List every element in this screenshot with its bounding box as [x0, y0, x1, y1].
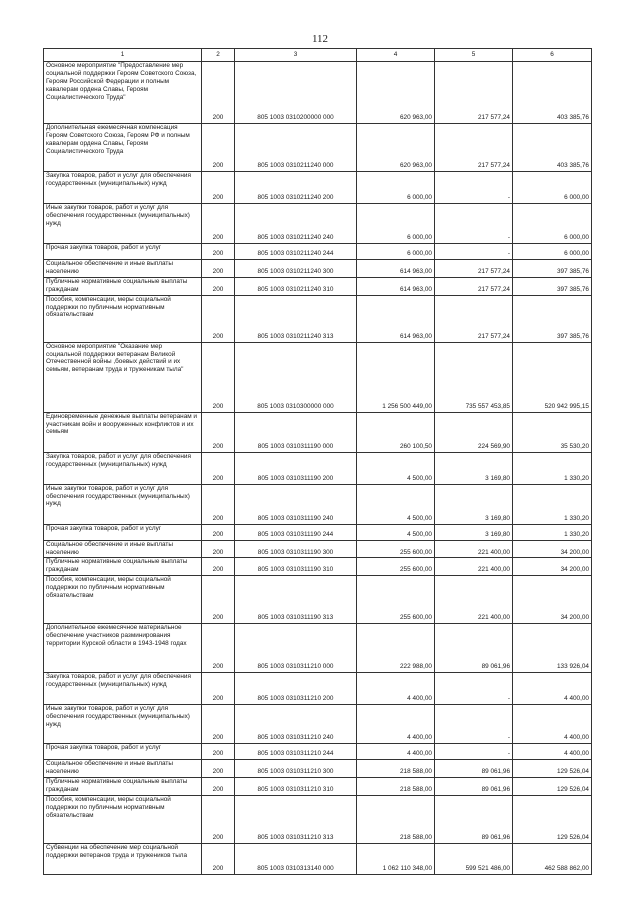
row-name-cell: Иные закупки товаров, работ и услуг для обеспечения государственных (муниципальных) нужд: [44, 705, 202, 744]
column-header: 1: [44, 49, 202, 62]
column-header: 3: [235, 49, 357, 62]
executed-amount-cell: 89 061,96: [435, 778, 513, 796]
budget-code-cell: 805 1003 0310211240 300: [235, 260, 357, 278]
budget-code-cell: 805 1003 0310311210 200: [235, 673, 357, 705]
row-name-cell: Социальное обеспечение и иные выплаты населению: [44, 760, 202, 778]
approved-amount-cell: 614 963,00: [357, 260, 435, 278]
budget-code-cell: 805 1003 0310311210 000: [235, 624, 357, 673]
budget-code-cell: 805 1003 0310211240 000: [235, 124, 357, 172]
budget-code-cell: 805 1003 0310311210 313: [235, 795, 357, 843]
page-number: 112: [311, 33, 329, 45]
table-row: [44, 260, 592, 278]
section-code-cell: 200: [202, 843, 235, 874]
row-name-cell: Публичные нормативные социальные выплаты гражданам: [44, 778, 202, 796]
approved-amount-cell: 255 600,00: [357, 540, 435, 558]
approved-amount-cell: 255 600,00: [357, 558, 435, 576]
row-name-cell: Дополнительное ежемесячное материальное обеспечение участников разминирования территории Курской области в 1943-1948 годах: [44, 624, 202, 673]
executed-amount-cell: 735 557 453,85: [435, 342, 513, 412]
executed-amount-cell: 217 577,24: [435, 277, 513, 295]
section-code-cell: 200: [202, 124, 235, 172]
section-code-cell: 200: [202, 62, 235, 124]
unexecuted-amount-cell: 4 400,00: [513, 673, 592, 705]
section-code-cell: 200: [202, 673, 235, 705]
section-code-cell: 200: [202, 277, 235, 295]
table-row: [44, 124, 592, 172]
unexecuted-amount-cell: 4 400,00: [513, 705, 592, 744]
budget-code-cell: 805 1003 0310311190 240: [235, 484, 357, 524]
executed-amount-cell: 217 577,24: [435, 124, 513, 172]
section-code-cell: 200: [202, 260, 235, 278]
executed-amount-cell: 224 569,90: [435, 412, 513, 452]
section-code-cell: 200: [202, 540, 235, 558]
row-name-cell: Иные закупки товаров, работ и услуг для обеспечения государственных (муниципальных) нужд: [44, 204, 202, 244]
row-name-cell: Пособия, компенсации, меры социальной поддержки по публичным нормативным обязательствам: [44, 576, 202, 624]
approved-amount-cell: 614 963,00: [357, 277, 435, 295]
section-code-cell: 200: [202, 484, 235, 524]
table-row: [44, 795, 592, 843]
row-name-cell: Прочая закупка товаров, работ и услуг: [44, 524, 202, 540]
row-name-cell: Закупка товаров, работ и услуг для обеспечения государственных (муниципальных) нужд: [44, 172, 202, 204]
row-name-cell: Основное мероприятие "Оказание мер социальной поддержки ветеранам Великой Отечественной войны ,боевых действий и их семьям, ветеранам труда и труженикам тыла": [44, 342, 202, 412]
budget-code-cell: 805 1003 0310311210 310: [235, 778, 357, 796]
unexecuted-amount-cell: 129 526,04: [513, 760, 592, 778]
unexecuted-amount-cell: 34 200,00: [513, 576, 592, 624]
table-row: [44, 412, 592, 452]
approved-amount-cell: 4 400,00: [357, 744, 435, 760]
row-name-cell: Иные закупки товаров, работ и услуг для обеспечения государственных (муниципальных) нужд: [44, 484, 202, 524]
approved-amount-cell: 255 600,00: [357, 576, 435, 624]
row-name-cell: Закупка товаров, работ и услуг для обеспечения государственных (муниципальных) нужд: [44, 673, 202, 705]
budget-code-cell: 805 1003 0310313140 000: [235, 843, 357, 874]
table-row: [44, 295, 592, 342]
executed-amount-cell: -: [435, 744, 513, 760]
budget-code-cell: 805 1003 0310311190 000: [235, 412, 357, 452]
approved-amount-cell: 218 588,00: [357, 795, 435, 843]
budget-code-cell: 805 1003 0310200000 000: [235, 62, 357, 124]
table-row: [44, 624, 592, 673]
section-code-cell: 200: [202, 576, 235, 624]
executed-amount-cell: 3 169,80: [435, 484, 513, 524]
row-name-cell: Единовременные денежные выплаты ветеранам и участникам войн и вооруженных конфликтов и их семьям: [44, 412, 202, 452]
row-name-cell: Пособия, компенсации, меры социальной поддержки по публичным нормативным обязательствам: [44, 795, 202, 843]
section-code-cell: 200: [202, 452, 235, 484]
section-code-cell: 200: [202, 760, 235, 778]
unexecuted-amount-cell: 1 330,20: [513, 484, 592, 524]
approved-amount-cell: 6 000,00: [357, 172, 435, 204]
unexecuted-amount-cell: 129 526,04: [513, 778, 592, 796]
approved-amount-cell: 4 500,00: [357, 484, 435, 524]
row-name-cell: Пособия, компенсации, меры социальной поддержки по публичным нормативным обязательствам: [44, 295, 202, 342]
table-row: [44, 540, 592, 558]
row-name-cell: Дополнительная ежемесячная компенсация Героям Советского Союза, Героям РФ и полным кавалерам ордена Славы, Героям Социалистического Труда: [44, 124, 202, 172]
table-row: [44, 558, 592, 576]
budget-table: [43, 48, 592, 875]
budget-code-cell: 805 1003 0310311210 240: [235, 705, 357, 744]
section-code-cell: 200: [202, 624, 235, 673]
table-row: [44, 452, 592, 484]
approved-amount-cell: 218 588,00: [357, 778, 435, 796]
executed-amount-cell: 221 400,00: [435, 540, 513, 558]
budget-code-cell: 805 1003 0310300000 000: [235, 342, 357, 412]
approved-amount-cell: 1 256 500 449,00: [357, 342, 435, 412]
approved-amount-cell: 4 500,00: [357, 452, 435, 484]
unexecuted-amount-cell: 403 385,76: [513, 124, 592, 172]
executed-amount-cell: 3 169,80: [435, 452, 513, 484]
section-code-cell: 200: [202, 204, 235, 244]
section-code-cell: 200: [202, 778, 235, 796]
unexecuted-amount-cell: 6 000,00: [513, 244, 592, 260]
table-row: [44, 484, 592, 524]
table-row: [44, 172, 592, 204]
budget-code-cell: 805 1003 0310211240 313: [235, 295, 357, 342]
table-header-row: [44, 49, 592, 62]
approved-amount-cell: 222 988,00: [357, 624, 435, 673]
executed-amount-cell: -: [435, 204, 513, 244]
budget-code-cell: 805 1003 0310311190 200: [235, 452, 357, 484]
row-name-cell: Социальное обеспечение и иные выплаты населению: [44, 540, 202, 558]
executed-amount-cell: 217 577,24: [435, 62, 513, 124]
row-name-cell: Публичные нормативные социальные выплаты гражданам: [44, 277, 202, 295]
unexecuted-amount-cell: 397 385,76: [513, 277, 592, 295]
section-code-cell: 200: [202, 244, 235, 260]
unexecuted-amount-cell: 6 000,00: [513, 204, 592, 244]
row-name-cell: Прочая закупка товаров, работ и услуг: [44, 744, 202, 760]
table-row: [44, 760, 592, 778]
budget-code-cell: 805 1003 0310311190 310: [235, 558, 357, 576]
executed-amount-cell: 217 577,24: [435, 295, 513, 342]
table-row: [44, 62, 592, 124]
unexecuted-amount-cell: 397 385,76: [513, 295, 592, 342]
row-name-cell: Социальное обеспечение и иные выплаты населению: [44, 260, 202, 278]
executed-amount-cell: 89 061,96: [435, 760, 513, 778]
table-row: [44, 277, 592, 295]
approved-amount-cell: 4 500,00: [357, 524, 435, 540]
unexecuted-amount-cell: 403 385,76: [513, 62, 592, 124]
executed-amount-cell: -: [435, 673, 513, 705]
column-header: 2: [202, 49, 235, 62]
row-name-cell: Основное мероприятие "Предоставление мер социальной поддержки Героям Советского Союза, Героям Российской Федерации и полным кавалерам ордена Славы, Героям Социалистического Труда": [44, 62, 202, 124]
row-name-cell: Прочая закупка товаров, работ и услуг: [44, 244, 202, 260]
table-row: [44, 744, 592, 760]
table-row: [44, 673, 592, 705]
section-code-cell: 200: [202, 342, 235, 412]
executed-amount-cell: -: [435, 705, 513, 744]
executed-amount-cell: -: [435, 172, 513, 204]
section-code-cell: 200: [202, 295, 235, 342]
unexecuted-amount-cell: 35 530,20: [513, 412, 592, 452]
budget-code-cell: 805 1003 0310211240 200: [235, 172, 357, 204]
approved-amount-cell: 260 100,50: [357, 412, 435, 452]
section-code-cell: 200: [202, 524, 235, 540]
approved-amount-cell: 4 400,00: [357, 705, 435, 744]
unexecuted-amount-cell: 6 000,00: [513, 172, 592, 204]
budget-code-cell: 805 1003 0310211240 310: [235, 277, 357, 295]
column-header: 5: [435, 49, 513, 62]
table-row: [44, 843, 592, 874]
executed-amount-cell: 3 169,80: [435, 524, 513, 540]
executed-amount-cell: 89 061,96: [435, 795, 513, 843]
unexecuted-amount-cell: 34 200,00: [513, 540, 592, 558]
column-header: 4: [357, 49, 435, 62]
unexecuted-amount-cell: 129 526,04: [513, 795, 592, 843]
column-header: 6: [513, 49, 592, 62]
section-code-cell: 200: [202, 705, 235, 744]
executed-amount-cell: 221 400,00: [435, 576, 513, 624]
budget-code-cell: 805 1003 0310311210 244: [235, 744, 357, 760]
row-name-cell: Закупка товаров, работ и услуг для обеспечения государственных (муниципальных) нужд: [44, 452, 202, 484]
approved-amount-cell: 4 400,00: [357, 673, 435, 705]
budget-code-cell: 805 1003 0310311190 313: [235, 576, 357, 624]
budget-code-cell: 805 1003 0310311190 300: [235, 540, 357, 558]
unexecuted-amount-cell: 1 330,20: [513, 524, 592, 540]
section-code-cell: 200: [202, 795, 235, 843]
approved-amount-cell: 6 000,00: [357, 204, 435, 244]
approved-amount-cell: 218 588,00: [357, 760, 435, 778]
approved-amount-cell: 6 000,00: [357, 244, 435, 260]
row-name-cell: Субвенции на обеспечение мер социальной поддержки ветеранов труда и тружеников тыла: [44, 843, 202, 874]
table-row: [44, 244, 592, 260]
executed-amount-cell: 221 400,00: [435, 558, 513, 576]
approved-amount-cell: 614 963,00: [357, 295, 435, 342]
executed-amount-cell: 89 061,96: [435, 624, 513, 673]
table-row: [44, 342, 592, 412]
executed-amount-cell: 217 577,24: [435, 260, 513, 278]
unexecuted-amount-cell: 34 200,00: [513, 558, 592, 576]
table-row: [44, 204, 592, 244]
table-row: [44, 778, 592, 796]
table-row: [44, 576, 592, 624]
budget-code-cell: 805 1003 0310211240 240: [235, 204, 357, 244]
row-name-cell: Публичные нормативные социальные выплаты гражданам: [44, 558, 202, 576]
table-row: [44, 705, 592, 744]
unexecuted-amount-cell: 133 926,04: [513, 624, 592, 673]
section-code-cell: 200: [202, 412, 235, 452]
unexecuted-amount-cell: 4 400,00: [513, 744, 592, 760]
budget-code-cell: 805 1003 0310311210 300: [235, 760, 357, 778]
section-code-cell: 200: [202, 744, 235, 760]
section-code-cell: 200: [202, 172, 235, 204]
executed-amount-cell: 599 521 486,00: [435, 843, 513, 874]
approved-amount-cell: 620 963,00: [357, 124, 435, 172]
unexecuted-amount-cell: 462 588 862,00: [513, 843, 592, 874]
budget-code-cell: 805 1003 0310211240 244: [235, 244, 357, 260]
unexecuted-amount-cell: 397 385,76: [513, 260, 592, 278]
unexecuted-amount-cell: 520 942 995,15: [513, 342, 592, 412]
executed-amount-cell: -: [435, 244, 513, 260]
table-row: [44, 524, 592, 540]
approved-amount-cell: 1 062 110 348,00: [357, 843, 435, 874]
budget-code-cell: 805 1003 0310311190 244: [235, 524, 357, 540]
unexecuted-amount-cell: 1 330,20: [513, 452, 592, 484]
section-code-cell: 200: [202, 558, 235, 576]
approved-amount-cell: 620 963,00: [357, 62, 435, 124]
